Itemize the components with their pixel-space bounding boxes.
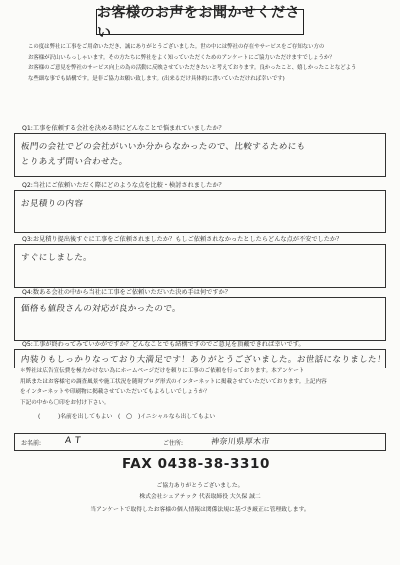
intro-line: この度は弊社に工事をご用命いただき、誠にありがとうございました。世の中には弊社の存在やサービスをご存知ない方の (28, 44, 325, 50)
notice-line: 用紙またはお客様宅の調査風景や施工状況を随時ブログ形式のインターネットに掲載させていただいております。上記内容 (20, 378, 327, 385)
address-value: 神奈川県厚木市 (210, 437, 271, 446)
option-name-label: )名前を出してもよい (57, 414, 113, 420)
option-name-ok[interactable]: ( )名前を出してもよい (38, 414, 113, 420)
option-initial-label: )イニシャルなら出してもよい (137, 414, 216, 420)
footer-thanks: ご協力ありがとうございました。 (156, 483, 244, 489)
name-address-box (14, 433, 386, 451)
name-label: お名前: (21, 440, 42, 447)
name-value: A T (64, 436, 82, 446)
address-label: ご住所: (163, 440, 184, 447)
question-3: Q3:お見積り提出後すぐに工事をご依頼されましたか？もしご依頼されなかったとしたらどんな点が不安でしたか？ (22, 236, 343, 243)
question-1: Q1:工事を依頼する会社を決める時にどんなことで悩まれていましたか？ (22, 125, 225, 132)
answer-3-line-1: すぐにしました。 (20, 253, 93, 263)
question-4: Q4:数ある会社の中から当社に工事をご依頼いただいた決め手は何ですか？ (22, 289, 231, 296)
notice-line: 下記の中から〇印をお付け下さい。 (20, 399, 110, 406)
intro-line: お客様のご意見を弊社のサービス向上の為の活動に反映させていただきたいと考えております。良かったこと、嬉しかったことなどよう (28, 65, 357, 72)
publication-notice (20, 366, 386, 408)
answer-box-2 (14, 190, 386, 233)
answer-5-line-1: 内装りもしっかりなっており大満足です！ありがとうございました。お世話になりました！ (20, 355, 387, 365)
question-2: Q2:当社にご依頼いただく際にどのような点を比較・検討されましたか？ (22, 182, 225, 189)
option-initial-ok[interactable]: ( ○ )イニシャルなら出してもよい (118, 412, 216, 420)
answer-box-1 (14, 133, 386, 177)
notice-line: ＊弊社は広告宣伝費を極力かけない為にホームページだけを頼りに工事のご依頼を行っております。本アンケート (20, 368, 305, 374)
fax-number: FAX 0438-38-3310 (122, 456, 270, 472)
intro-text (28, 42, 380, 84)
answer-2-line-1: お見積りの内容 (20, 199, 84, 209)
answer-1-line-2: とりあえず問い合わせた。 (20, 157, 129, 167)
page-title: お客様のお声をお聞かせください (96, 9, 304, 35)
footer-company: 株式会社シェアテック 代表取締役 大久保 誠二 (139, 494, 261, 500)
answer-4-line-1: 価格も値段さんの対応が良かったので。 (20, 304, 182, 314)
answer-box-4 (14, 297, 386, 341)
answer-1-line-1: 板門の会社でどの会社がいいか分からなかったので、比較するためにも (20, 142, 307, 152)
answer-box-3 (14, 244, 386, 288)
notice-line: をインターネットや印刷物に掲載させていただいてもよろしいでしょうか？ (20, 389, 210, 396)
footer-privacy: 当アンケートで取得したお客様の個人情報は関係法規に基づき厳正に管理致します。 (90, 507, 310, 513)
option-initial-mark: ○ (126, 412, 133, 420)
intro-line: お客様が沢山いらっしゃいます。その方たちに弊社をよく知っていただくためのアンケートにご協力いただけますでしょうか？ (28, 54, 335, 61)
question-5: Q5:工事が終わってみていかがですか？どんなことでも結構ですのでご意見を頂戴できれば幸いです。 (22, 341, 305, 348)
intro-line: な些細な事でも結構です。是非ご協力お願い致します。(出来るだけ具体的に書いていただければ幸いです) (28, 75, 285, 82)
